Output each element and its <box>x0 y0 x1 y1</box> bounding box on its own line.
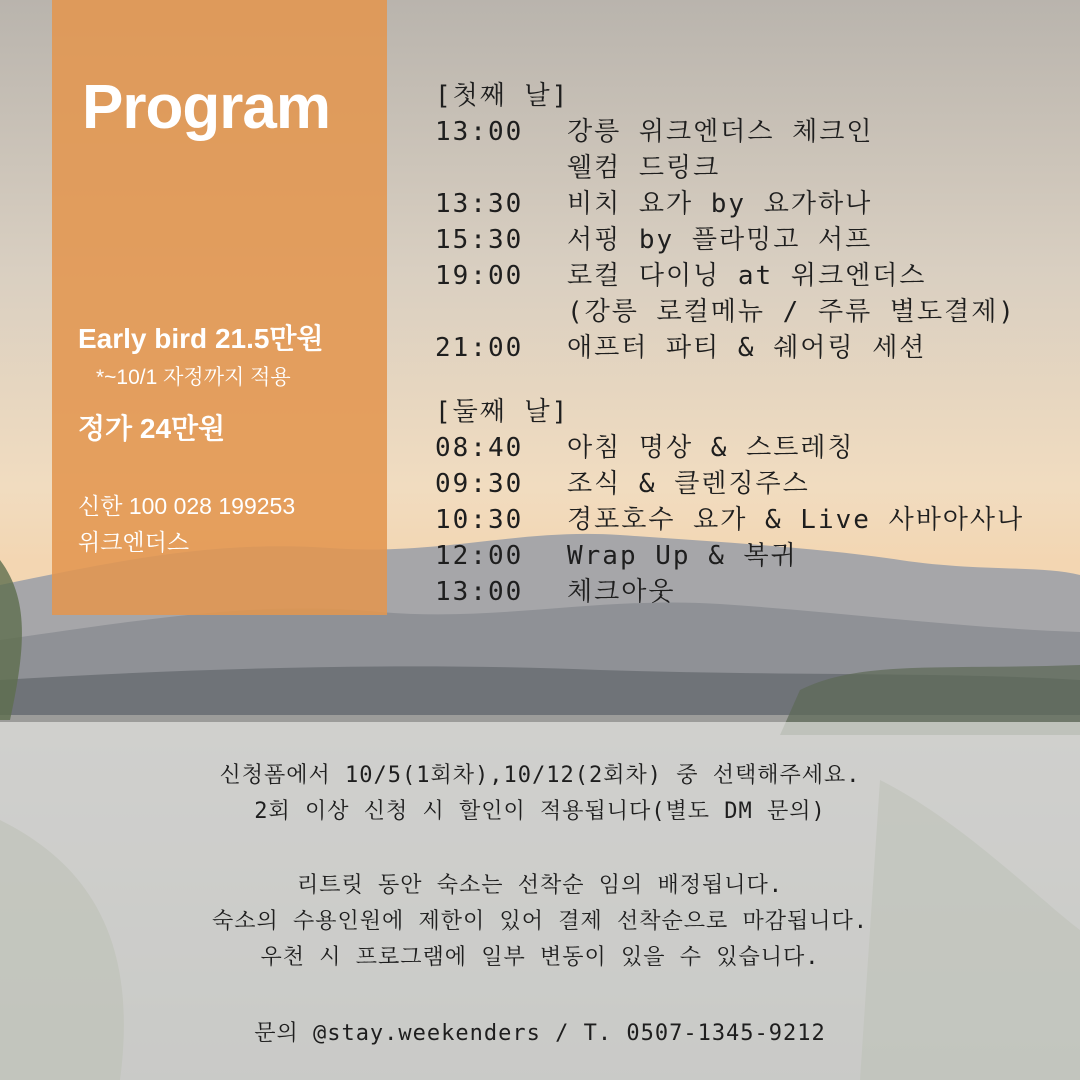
schedule-row <box>435 538 1024 574</box>
schedule-row <box>435 466 1024 502</box>
schedule-time: 09:30 <box>435 469 524 499</box>
schedule-activity: 강릉 위크엔더스 체크인 <box>567 117 874 147</box>
schedule-activity: 애프터 파티 & 쉐어링 세션 <box>567 333 927 363</box>
note-line-signup: 신청폼에서 10/5(1회차),10/12(2회차) 중 선택해주세요. <box>219 763 861 788</box>
schedule <box>435 78 1024 610</box>
schedule-row <box>435 222 1024 258</box>
schedule-activity: 체크아웃 <box>567 577 676 607</box>
schedule-time: 21:00 <box>435 333 524 363</box>
schedule-activity: 조식 & 클렌징주스 <box>567 469 810 499</box>
regular-price: 정가 24만원 <box>78 413 226 444</box>
schedule-activity: Wrap Up & 복귀 <box>567 541 798 571</box>
program-info-panel <box>52 0 387 615</box>
schedule-row <box>435 430 1024 466</box>
schedule-row <box>435 114 1024 150</box>
schedule-row <box>435 330 1024 366</box>
day1-label: [첫째 날] <box>435 81 570 111</box>
schedule-row <box>435 258 1024 294</box>
schedule-time: 15:30 <box>435 225 524 255</box>
note-line-capacity: 숙소의 수용인원에 제한이 있어 결제 선착순으로 마감됩니다. <box>211 909 869 934</box>
schedule-activity: 비치 요가 by 요가하나 <box>567 189 873 219</box>
schedule-time: 13:00 <box>435 577 524 607</box>
early-bird-note: *~10/1 자정까지 적용 <box>96 366 291 389</box>
schedule-row <box>435 186 1024 222</box>
schedule-activity: 아침 명상 & 스트레칭 <box>567 433 855 463</box>
schedule-activity: 웰컴 드링크 <box>567 153 721 183</box>
schedule-time <box>435 294 567 330</box>
schedule-row <box>435 150 1024 186</box>
schedule-activity: (강릉 로컬메뉴 / 주류 별도결제) <box>567 297 1016 327</box>
schedule-time: 10:30 <box>435 505 524 535</box>
note-line-weather: 우천 시 프로그램에 일부 변동이 있을 수 있습니다. <box>260 945 820 970</box>
schedule-time: 08:40 <box>435 433 524 463</box>
note-line-contact: 문의 @stay.weekenders / T. 0507-1345-9212 <box>254 1021 826 1046</box>
schedule-time: 13:00 <box>435 117 524 147</box>
note-line-discount: 2회 이상 신청 시 할인이 적용됩니다(별도 DM 문의) <box>254 799 826 824</box>
schedule-time <box>435 150 567 186</box>
notes-section <box>0 722 1080 1080</box>
schedule-activity: 서핑 by 플라밍고 서프 <box>567 225 873 255</box>
account-holder: 위크엔더스 <box>78 529 190 555</box>
bank-account: 신한 100 028 199253 <box>78 493 296 519</box>
early-bird-price: Early bird 21.5만원 <box>78 323 324 354</box>
schedule-row <box>435 294 1024 330</box>
note-line-room-assignment: 리트릿 동안 숙소는 선착순 임의 배정됩니다. <box>296 873 783 898</box>
schedule-row <box>435 574 1024 610</box>
schedule-time: 13:30 <box>435 189 524 219</box>
schedule-time: 19:00 <box>435 261 524 291</box>
schedule-row <box>435 502 1024 538</box>
day2-label: [둘째 날] <box>435 397 570 427</box>
schedule-activity: 로컬 다이닝 at 위크엔더스 <box>567 261 927 291</box>
program-title: Program <box>82 73 330 142</box>
schedule-activity: 경포호수 요가 & Live 사바아사나 <box>567 505 1025 535</box>
schedule-time: 12:00 <box>435 541 524 571</box>
